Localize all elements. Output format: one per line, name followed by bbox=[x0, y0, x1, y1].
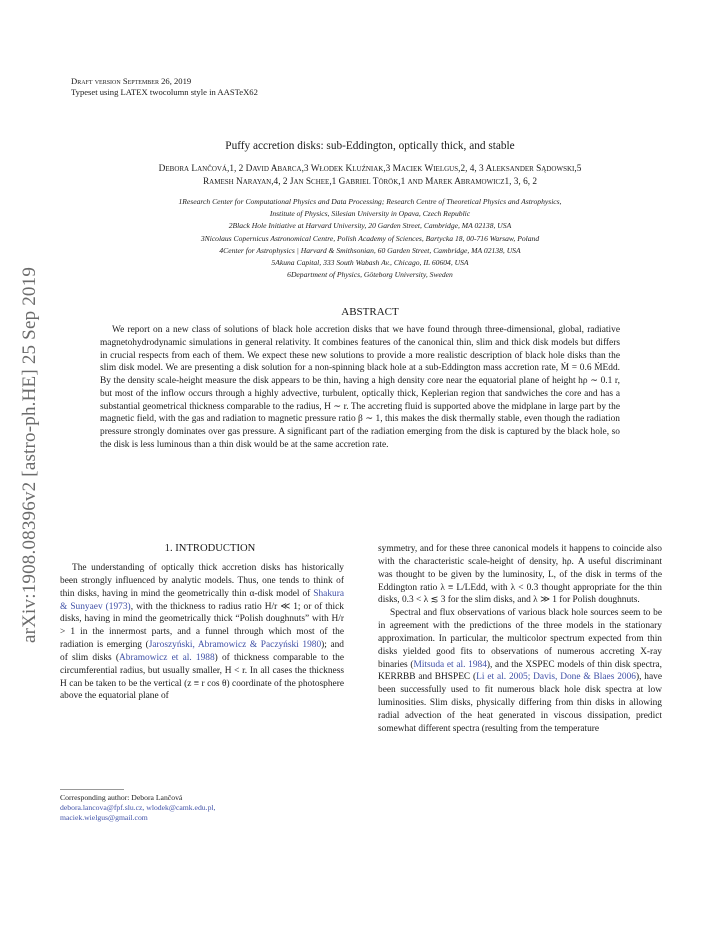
citation-link[interactable]: Jaroszyński, Abramowicz & Paczyński 1980 bbox=[148, 640, 322, 651]
abstract-body bbox=[100, 324, 620, 452]
affiliation: 2Black Hole Initiative at Harvard University, 20 Garden Street, Cambridge, MA 02138, USA bbox=[228, 221, 512, 231]
affiliation: 5Akuna Capital, 333 South Wabash Av., Chicago, IL 60604, USA bbox=[271, 258, 469, 268]
arxiv-stamp: arXiv:1908.08396v2 [astro-ph.HE] 25 Sep 2019 bbox=[19, 266, 40, 644]
author-line-2: Ramesh Narayan,4, 2 Jan Schee,1 Gabriel Török,1 and Marek Abramowicz1, 3, 6, 2 bbox=[202, 176, 538, 187]
citation-link[interactable]: Abramowicz et al. 1988 bbox=[118, 652, 215, 663]
intro-paragraph-1-cont: symmetry, and for these three canonical models it happens to coincide also with the characteristic scale-height of density, hρ. A useful discriminant was thought to be given by the luminosity, L, of the disk in terms of the Eddington ratio λ ≡ L/LEdd, with λ < 0.3 thought appropriate for the thin disks, 0.3 < λ ≲ 3 for the slim disks, and λ ≫ 1 for Polish doughnuts. bbox=[378, 544, 662, 606]
author-list bbox=[80, 163, 660, 189]
paper-title: Puffy accretion disks: sub-Eddington, optically thick, and stable bbox=[225, 140, 515, 152]
draft-version-line: Draft version September 26, 2019 bbox=[71, 76, 192, 86]
citation-link[interactable]: Shakura & Sunyaev (1973) bbox=[60, 588, 344, 612]
corresponding-author-footnote bbox=[60, 793, 344, 823]
affiliation-list bbox=[80, 196, 660, 281]
email-links[interactable]: maciek.wielgus@gmail.com bbox=[60, 813, 148, 822]
affiliation: 1Research Center for Computational Physics and Data Processing; Research Centre of Theoretical Physics and Astrophysics, bbox=[178, 197, 562, 206]
author-line-1: Debora Lančová,1, 2 David Abarca,3 Włodek Kluźniak,3 Maciek Wielgus,2, 4, 3 Aleksander Sądowski,5 bbox=[158, 164, 582, 174]
typeset-line: Typeset using LATEX twocolumn style in AASTeX62 bbox=[71, 86, 258, 97]
right-column bbox=[378, 543, 662, 736]
preprint-header bbox=[71, 76, 258, 97]
abstract-text: We report on a new class of solutions of black hole accretion disks that we have found through three-dimensional, global, radiative magnetohydrodynamic simulations in general relativity. It combines features of the canonical thin, slim and thick disk models but differs in crucial respects from each of them. We expect these new solutions to provide a more realistic description of black hole disks than the slim disk model. We are presenting a disk solution for a non-spinning black hole at a sub-Eddington mass accretion rate, Ṁ = 0.6 ṀEdd. By the density scale-height measure the disk appears to be thin, having a high density core near the equatorial plane of height hρ ∼ 0.1 r, but most of the inflow occurs through a highly advective, turbulent, optically thick, Keplerian region that sandwiches the core and has a substantial geometrical thickness comparable to the radius, H ∼ r. The accreting fluid is supported above the midplane in large part by the magnetic field, with the gas and radiation to magnetic pressure ratio β ∼ 1, this makes the disk thermally stable, even though the radiation pressure strongly dominates over gas pressure. A significant part of the radiation emerging from the disk is captured by the black hole, so the disk is less luminous than a thin disk would be at the same accretion rate. bbox=[100, 325, 620, 450]
abstract-heading: ABSTRACT bbox=[341, 306, 399, 318]
footnote-rule bbox=[60, 789, 124, 790]
email-links[interactable]: debora.lancova@fpf.slu.cz, wlodek@camk.edu.pl, bbox=[60, 803, 216, 812]
corresponding-author-label: Corresponding author: Debora Lančová bbox=[60, 793, 183, 802]
affiliation: Institute of Physics, Silesian University in Opava, Czech Republic bbox=[269, 209, 471, 219]
intro-paragraph-1: The understanding of optically thick accretion disks has historically been strongly influenced by analytic models. Thus, one tends to think of thin disks, having in mind the geometrically thin α-disk model of Shakura & Sunyaev (1973), with the thickness to radius ratio H/r ≪ 1; or of thick disks, having in mind the geometrically thick “Polish doughnuts” with H/r > 1 in the innermost parts, and a funnel through which most of the radiation is emerging (Jaroszyński, Abramowicz & Paczyński 1980); and of slim disks (Abramowicz et al. 1988) of thickness comparable to the circumferential radius, but usually smaller, H < r. In all cases the thickness H can be taken to be the vertical (z ≡ r cos θ) coordinate of the photosphere above the equatorial plane of bbox=[60, 563, 344, 702]
intro-paragraph-2: Spectral and flux observations of various black hole sources seem to be in agreement with the predictions of the three models in the stationary approximation. In particular, the multicolor spectrum expected from thin disks yielded good fits to observations of numerous accreting X-ray binaries (Mitsuda et al. 1984), and the XSPEC models of thin disk spectra, KERRBB and BHSPEC (Li et al. 2005; Davis, Done & Blaes 2006), have been successfully used to fit numerous black hole disk spectra at low luminosities. Slim disks, physically differing from thin disks in allowing radial advection of the heat generated in viscous dissipation, predict somewhat different spectra (resulting from the temperature bbox=[378, 608, 662, 734]
left-column bbox=[60, 562, 344, 703]
citation-link[interactable]: Li et al. 2005; Davis, Done & Blaes 2006 bbox=[476, 672, 636, 683]
section-heading-introduction: 1. INTRODUCTION bbox=[164, 543, 256, 554]
affiliation: 6Department of Physics, Göteborg University, Sweden bbox=[287, 270, 453, 280]
affiliation: 4Center for Astrophysics | Harvard & Smithsonian, 60 Garden Street, Cambridge, MA 02138, USA bbox=[219, 245, 521, 255]
citation-link[interactable]: Mitsuda et al. 1984 bbox=[413, 659, 487, 670]
affiliation: 3Nicolaus Copernicus Astronomical Centre, Polish Academy of Sciences, Bartycka 18, 00-716 Warsaw, Poland bbox=[200, 233, 540, 243]
